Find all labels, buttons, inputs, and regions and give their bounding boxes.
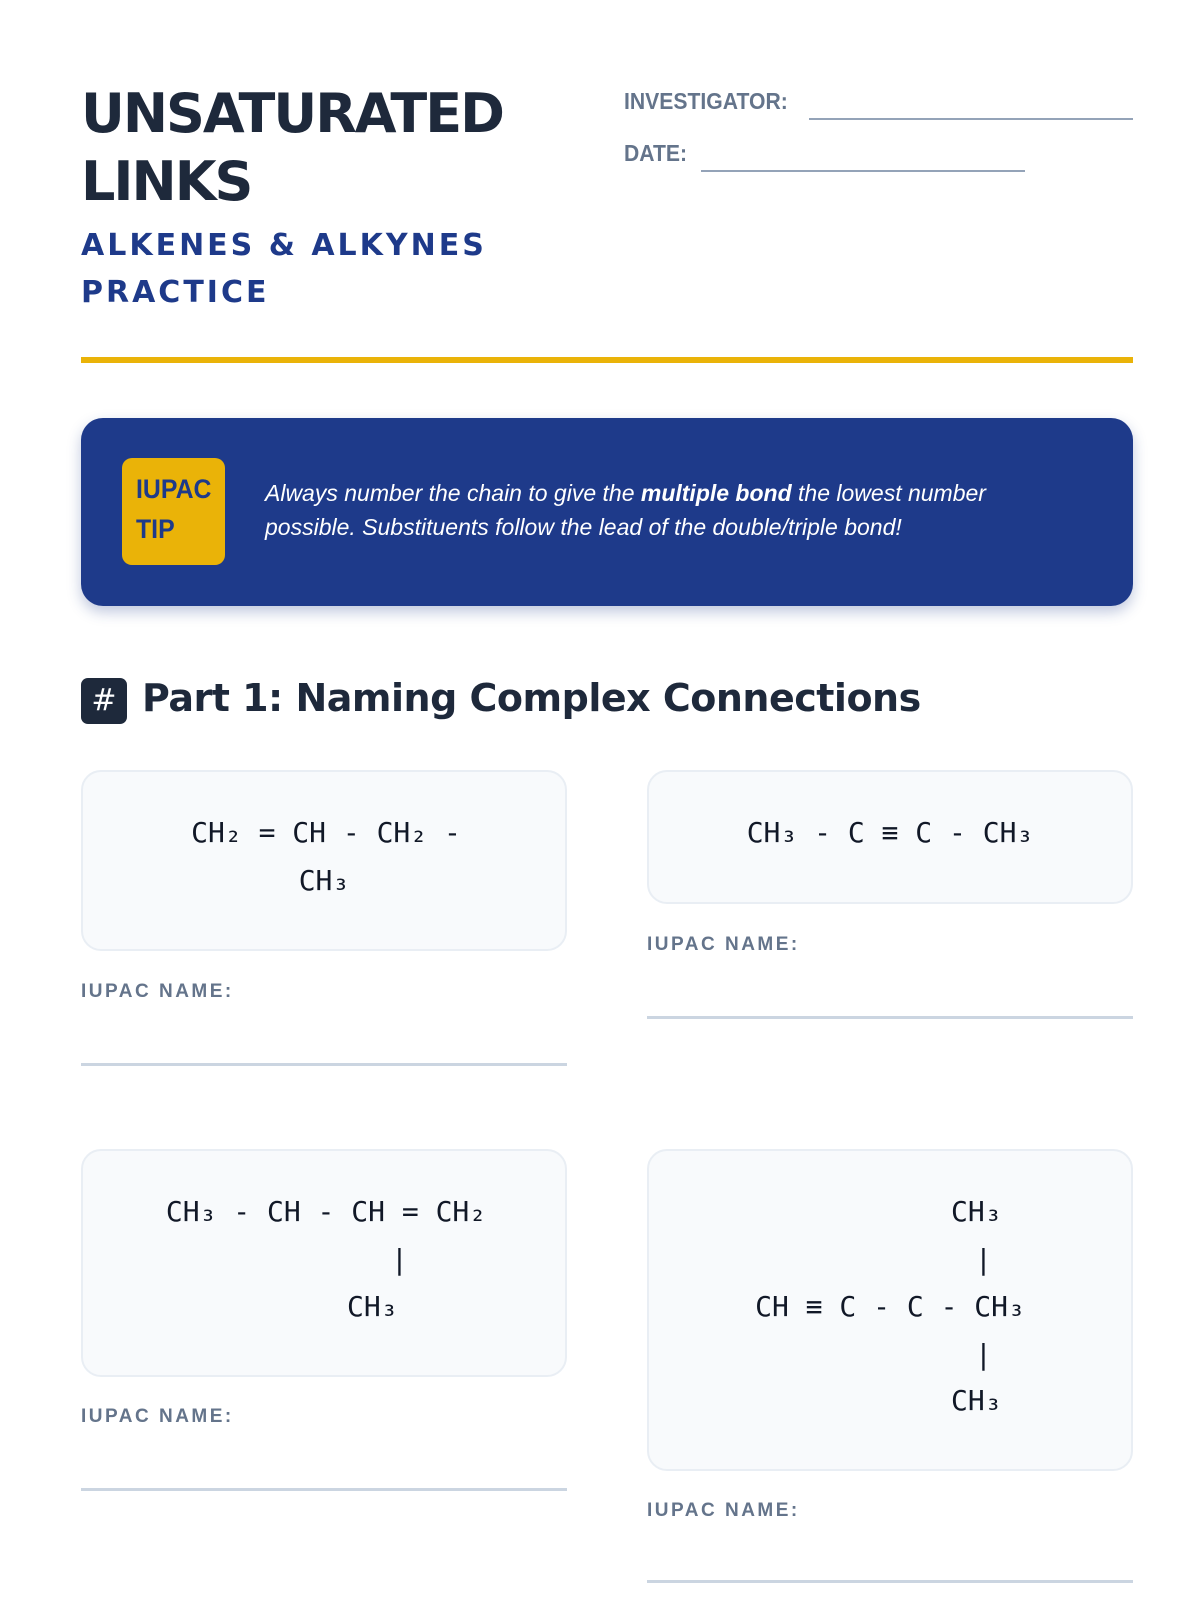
header-divider: [81, 357, 1133, 363]
tip-badge-line-1: IUPAC: [136, 474, 212, 504]
formula-line: CH₃ - CH - CH = CH₂: [165, 1195, 487, 1228]
tip-text: [265, 476, 1045, 544]
formula-card-2: [647, 770, 1133, 904]
investigator-blank-line[interactable]: [809, 118, 1133, 120]
iupac-name-answer-line[interactable]: [81, 1488, 567, 1491]
hash-icon: #: [81, 678, 127, 724]
formula-line: CH ≡ C - C - CH₃: [755, 1290, 1025, 1323]
iupac-name-answer-line[interactable]: [647, 1016, 1133, 1019]
tip-text-end: the lowest number possible. Substituents follow the lead of the double/triple bond!: [265, 480, 986, 540]
worksheet-title: UNSATURATED LINKS: [81, 82, 503, 213]
tip-text-start: Always number the chain to give the: [265, 480, 641, 506]
iupac-name-label: IUPAC NAME:: [647, 1500, 800, 1521]
formula-bond-vertical: |: [975, 1243, 992, 1276]
formula-card-1: [81, 770, 567, 951]
formula-line: CH₃: [951, 1195, 1002, 1228]
tip-badge: [122, 458, 225, 565]
iupac-tip-callout: [81, 418, 1133, 606]
formula-line: CH₃: [298, 864, 350, 897]
section-title: Part 1: Naming Complex Connections: [142, 676, 921, 720]
date-blank-line[interactable]: [701, 170, 1025, 172]
formula-card-3: [81, 1149, 567, 1377]
formula-card-4: [647, 1149, 1133, 1471]
iupac-name-label: IUPAC NAME:: [81, 981, 234, 1002]
formula-line: CH₃: [951, 1384, 1002, 1417]
formula-line: CH₂ = CH - CH₂ -: [191, 816, 461, 849]
formula-bond-vertical: |: [391, 1243, 408, 1276]
date-label: DATE:: [624, 140, 688, 166]
investigator-label: INVESTIGATOR:: [624, 88, 788, 114]
formula-bond-vertical: |: [975, 1338, 992, 1371]
formula-line: CH₃: [347, 1290, 398, 1323]
iupac-name-label: IUPAC NAME:: [81, 1406, 234, 1427]
worksheet-subtitle: ALKENES & ALKYNES PRACTICE: [81, 228, 487, 310]
tip-text-emphasis: multiple bond: [640, 480, 792, 506]
iupac-name-answer-line[interactable]: [81, 1063, 567, 1066]
iupac-name-answer-line[interactable]: [647, 1580, 1133, 1583]
tip-badge-line-2: TIP: [136, 514, 175, 544]
formula-line: CH₃ - C ≡ C - CH₃: [746, 816, 1034, 849]
iupac-name-label: IUPAC NAME:: [647, 934, 800, 955]
